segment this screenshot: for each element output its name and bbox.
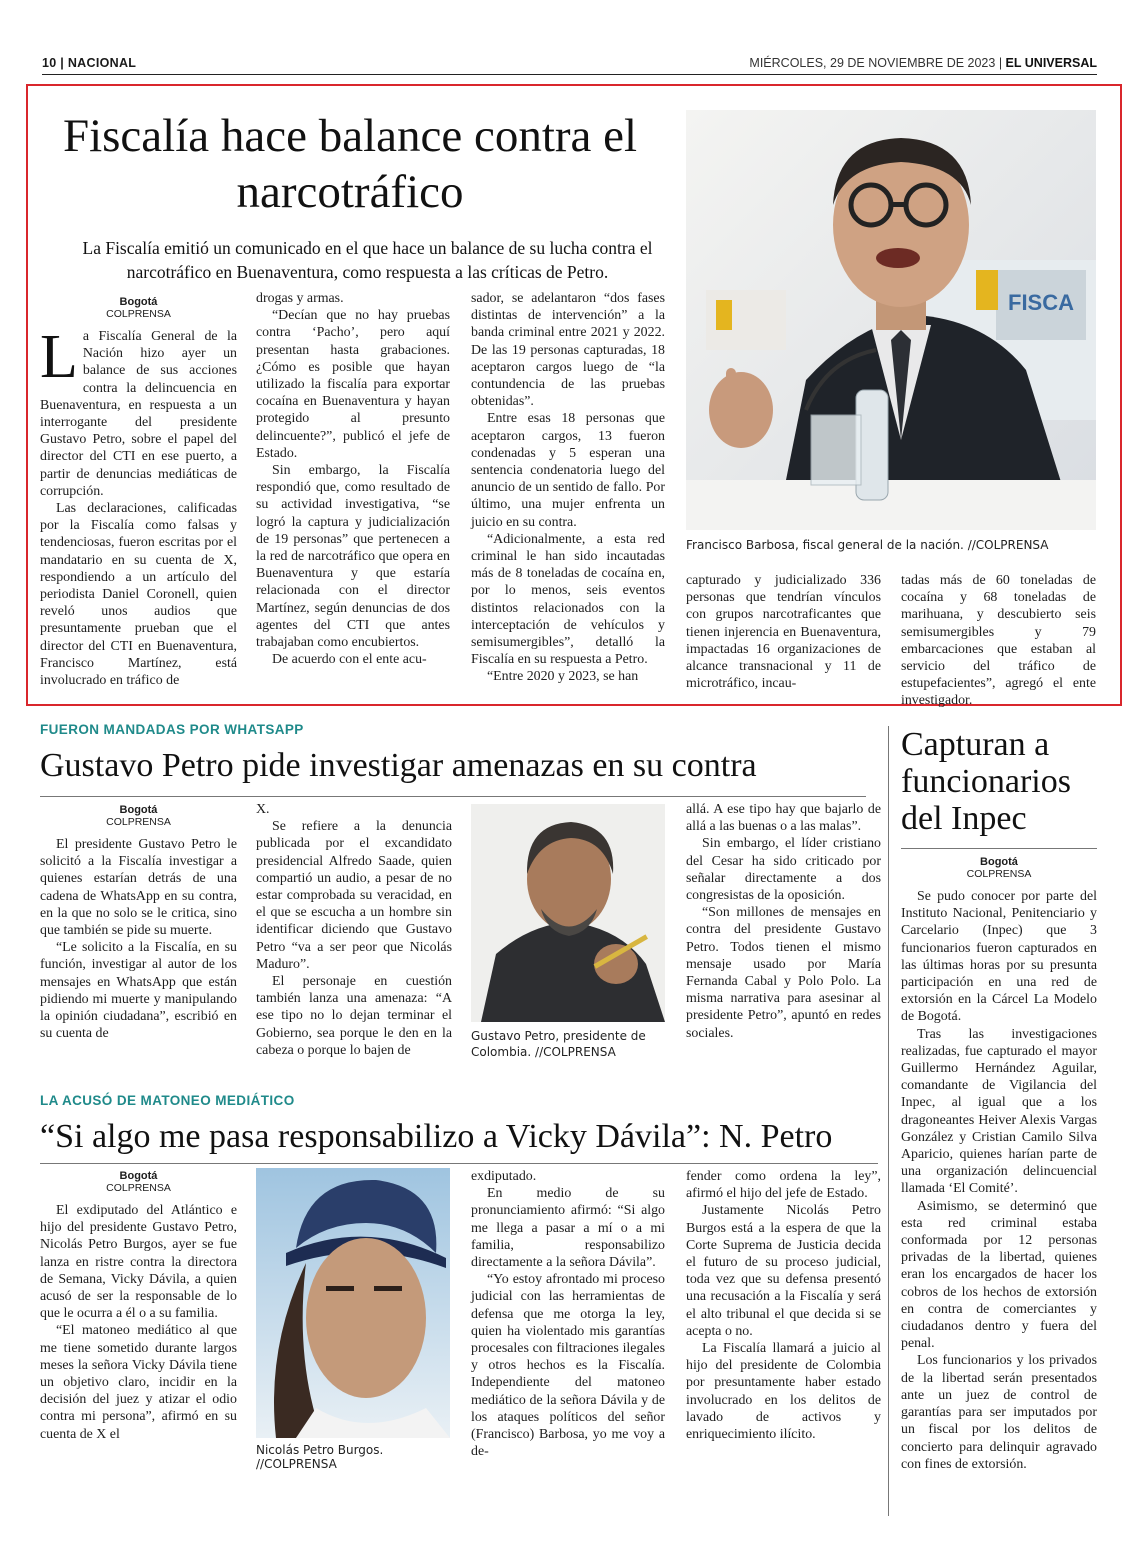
divider: [40, 1163, 878, 1164]
article2-col1: [40, 804, 237, 1042]
article1-paragraph: “Decían que no hay pruebas contra ‘Pacho’, pero aquí presentan hasta grabaciones. ¿Cómo es posible que hayan utilizado la fiscalía para exportar cocaína en Buenaventura y hayan protegido al presunto delincuente?”, publicó el jefe de Estado.: [256, 308, 450, 461]
article2-paragraph: El personaje en cuestión también lanza una amenaza: “A ese tipo no lo dejan terminar el Gobierno, sea porque le den en la cabeza o porque lo bajen de: [256, 974, 452, 1058]
dateline-city: Bogotá: [119, 296, 158, 308]
divider: [901, 848, 1097, 849]
article3-paragraph: exdiputado.: [471, 1169, 537, 1184]
article2-col2: [256, 801, 452, 1059]
dateline-city: Bogotá: [119, 1170, 158, 1182]
article2-dateline: [40, 804, 237, 828]
article1-p2: Las declaraciones, calificadas por la Fiscalía como falsas y tendenciosas, fueron escritas por el mandatario en su cuenta de X, respondiendo a un artículo del periodista Daniel Coronell, quien reveló unos audios que presuntamente prueban que el director del CTI en Buenaventura, Francisco Martínez, está involucrado en tráfico de: [40, 501, 237, 689]
article3-paragraph: La Fiscalía llamará a juicio al hijo del presidente de Colombia por presuntamente haber estado involucrado en los delitos de lavado de activos y enriquecimiento ilícito.: [686, 1341, 881, 1443]
article1-col4: [686, 572, 881, 692]
article3-paragraph: fender como ordena la ley”, afirmó el hijo del jefe de Estado.: [686, 1169, 881, 1202]
article3-title: “Si algo me pasa responsabilizo a Vicky Dávila”: N. Petro: [40, 1118, 833, 1155]
article4-paragraph: Asimismo, se determinó que esta red criminal estaba conformada por 12 personas privadas de la libertad, quienes eran los encargados de hacer los cobros de los hechos de extorsión en contra de comerciantes y ciudadanos dentro y fuera del penal.: [901, 1198, 1097, 1352]
article1-photo-caption: Francisco Barbosa, fiscal general de la nación. //COLPRENSA: [686, 538, 1049, 552]
article1-col5: [901, 572, 1096, 710]
dateline-agency: COLPRENSA: [106, 1182, 171, 1194]
article1-lede: La Fiscalía emitió un comunicado en el que hace un balance de su lucha contra el narcotráfico en Buenaventura, como respuesta a las críticas de Petro.: [82, 238, 653, 282]
article3-col1: [40, 1170, 237, 1443]
page-section: 10 | NACIONAL: [42, 56, 137, 70]
article4-dateline: [901, 856, 1097, 880]
article1-col1: [40, 296, 237, 689]
article2-paragraph: El presidente Gustavo Petro le solicitó a la Fiscalía investigar a quienes estarían detrás de una cadena de WhatsApp en su contra, en la que no solo se le critica, sino que también se pide su muerte.: [40, 837, 237, 939]
article4-col1: [901, 856, 1097, 1473]
page-header: [42, 52, 1097, 75]
article2-paragraph: allá. A ese tipo hay que bajarlo de allá a las buenas o a las malas”.: [686, 802, 881, 835]
article1-paragraph: “Entre 2020 y 2023, se han: [487, 669, 639, 685]
article2-kicker: FUERON MANDADAS POR WHATSAPP: [40, 722, 304, 737]
dateline-city: Bogotá: [980, 856, 1018, 868]
article1-paragraph: De acuerdo con el ente acu-: [272, 652, 427, 668]
dateline-agency: COLPRENSA: [106, 816, 171, 828]
article4-paragraph: Tras las investigaciones realizadas, fue capturado el mayor Guillermo Hernández Aguilar, comandante de Vigilancia del Inpec, al igual que a los dragoneantes Heiver Alexis Vargas González y Cristian Camilo Silva Aparicio, quienes harían parte de una organización delincuencial llamada ‘El Comité’.: [901, 1026, 1097, 1197]
article2-paragraph: “Son millones de mensajes en contra del presidente Gustavo Petro. Todos tienen el mismo mensaje usado por María Fernanda Cabal y Polo Polo. La misma narrativa para asesinar al presidente Petro”, apuntó en redes sociales.: [686, 905, 881, 1041]
page-date-paper: MIÉRCOLES, 29 DE NOVIEMBRE DE 2023 | EL UNIVERSAL: [749, 56, 1097, 70]
dateline-city: Bogotá: [119, 804, 158, 816]
paper-name: EL UNIVERSAL: [1005, 56, 1097, 70]
article2-col3: [686, 801, 881, 1042]
article3-col2: [471, 1168, 665, 1460]
article1-col2: [256, 290, 450, 668]
article1-paragraph: “Adicionalmente, a esta red criminal le han sido incautadas más de 8 toneladas de cocaína en, por lo menos, seis eventos distintos relacionados con la interceptación de vehículos y semisumergibles”, detalló la Fiscalía en su respuesta a Petro.: [471, 531, 665, 668]
article3-dateline: [40, 1170, 237, 1194]
article2-paragraph: Sin embargo, el líder cristiano del Cesar ha sido criticado por señalar directamente a dos congresistas de la oposición.: [686, 836, 881, 904]
article1-paragraph: sador, se adelantaron “dos fases distintas de intervención” a la banda criminal entre 2021 y 2022. De las 19 personas capturadas, 18 aceptaron cargos luego de “la contundencia de las pruebas obtenidas”.: [471, 291, 665, 410]
article2-photo-caption: Gustavo Petro, presidente de Colombia. //COLPRENSA: [471, 1029, 646, 1059]
article1-paragraph: drogas y armas.: [256, 291, 344, 306]
photo-nicolas-petro: [256, 1168, 450, 1438]
dateline-agency: COLPRENSA: [966, 868, 1032, 880]
photo-gustavo-petro: [471, 804, 665, 1022]
article3-paragraph: “Yo estoy afrontado mi proceso judicial con las herramientas de defensa que me otorga la ley, quien ha violentado mis garantías procesales con filtraciones ilegales y otros hechos es la Fiscalía. Independiente del matoneo mediático de la señora Dávila y de los ataques políticos del señor (Francisco) Barbosa, yo me voy a de-: [471, 1272, 665, 1460]
article3-paragraph: Justamente Nicolás Petro Burgos está a la espera de que la Corte Suprema de Justicia decida el futuro de su proceso judicial, toda vez que su defensa presentó una recusación a la Fiscalía y será el alto tribunal el que decida si se acepta o no.: [686, 1203, 881, 1339]
article4-paragraph: Se pudo conocer por parte del Instituto Nacional, Penitenciario y Carcelario (Inpec) que 3 funcionarios fueron capturados en las últimas horas por su presunta participación en una red de extorsión en la Cárcel La Modelo de Bogotá.: [901, 889, 1097, 1025]
article3-paragraph: En medio de su pronunciamiento afirmó: “Si algo me llega a pasar a mí o a mi familia, responsabilizo directamente a la señora Dávila”.: [471, 1186, 665, 1271]
article2-title: Gustavo Petro pide investigar amenazas en su contra: [40, 747, 757, 784]
article2-paragraph: Se refiere a la denuncia publicada por el excandidato presidencial Alfredo Saade, quien compartió un audio, a pesar de no estar comprobada su veracidad, en el que se escucha a un hombre sin identificar diciendo que Gustavo Petro “va a ser peor que Nicolás Maduro”.: [256, 819, 452, 972]
article1-dateline: [40, 296, 237, 320]
divider: [40, 796, 866, 797]
article3-paragraph: El exdiputado del Atlántico e hijo del presidente Gustavo Petro, Nicolás Petro Burgos, ayer se fue lanza en ristre contra la directora de Semana, Vicky Dávila, a quien acusó de ser la responsable de lo que le ocurra a él o a su familia.: [40, 1203, 237, 1322]
article1-paragraph: tadas más de 60 toneladas de cocaína y 68 toneladas de marihuana, y descubierto seis semisumergibles y 79 embarcaciones que estaban al servicio del tráfico de estupefacientes”, agregó el ente investigador.: [901, 573, 1096, 709]
page-date: MIÉRCOLES, 29 DE NOVIEMBRE DE 2023: [749, 56, 996, 70]
article3-photo-caption: Nicolás Petro Burgos. //COLPRENSA: [256, 1443, 384, 1471]
dateline-agency: COLPRENSA: [106, 308, 171, 320]
article3-paragraph: “El matoneo mediático al que me tiene sometido durante largos meses la señora Vicky Dávila tiene un objetivo claro, incidir en la decisión del juez y atizar el odio contra mi persona”, afirmó en su cuenta de X el: [40, 1323, 237, 1442]
svg-text:FISCA: FISCA: [1008, 290, 1074, 315]
dropcap: L: [40, 323, 78, 391]
article3-col3: [686, 1168, 881, 1443]
sidebar-divider: [888, 726, 889, 1516]
article1-paragraph: capturado y judicializado 336 personas que tendrían vínculos con grupos narcotraficantes que tienen injerencia en Buenaventura, impactadas 16 organizaciones de alcance transnacional y 11 de microtráfico, incau-: [686, 573, 881, 692]
article1-paragraph: Entre esas 18 personas que aceptaron cargos, 13 fueron condenadas y 5 esperan una sentencia condenatoria luego del anuncio de un sentido de fallo. Por último, una mujer enfrenta un juicio en su contra.: [471, 411, 665, 530]
article1-title: Fiscalía hace balance contra el narcotráfico: [62, 110, 638, 218]
article1-paragraph: Sin embargo, la Fiscalía respondió que, como resultado de su actividad investigativa, “se logró la captura y judicialización de 19 personas” que pertenecen a la red de narcotráfico que opera en Buenaventura y que estaría relacionada con el director Martínez, según denuncias de dos agentes del CTI que antes trabajaban como encubiertos.: [256, 463, 450, 651]
article1-col3: [471, 290, 665, 686]
photo-francisco-barbosa: [686, 110, 1096, 530]
article4-title: Capturan a funcionarios del Inpec: [901, 726, 1071, 837]
article2-paragraph: X.: [256, 802, 270, 817]
article1-p1: La Fiscalía General de la Nación hizo ayer un balance de sus acciones contra la delincuencia en Buenaventura, en respuesta a un interrogante del presidente Gustavo Petro, sobre el papel del director del CTI en ese puerto, a partir de denuncias mediáticas de corrupción.: [40, 323, 237, 499]
article3-kicker: LA ACUSÓ DE MATONEO MEDIÁTICO: [40, 1093, 295, 1108]
article4-paragraph: Los funcionarios y los privados de la libertad serán presentados ante un juez de control de garantías para ser imputados por un fiscal por los delitos de concierto para delinquir agravado con fines de extorsión.: [901, 1353, 1097, 1472]
article2-paragraph: “Le solicito a la Fiscalía, en su función, investigar al autor de los mensajes en WhatsApp que están pidiendo mi muerte y manipulando la opinión ciudadana”, escribió en su cuenta de: [40, 940, 237, 1042]
